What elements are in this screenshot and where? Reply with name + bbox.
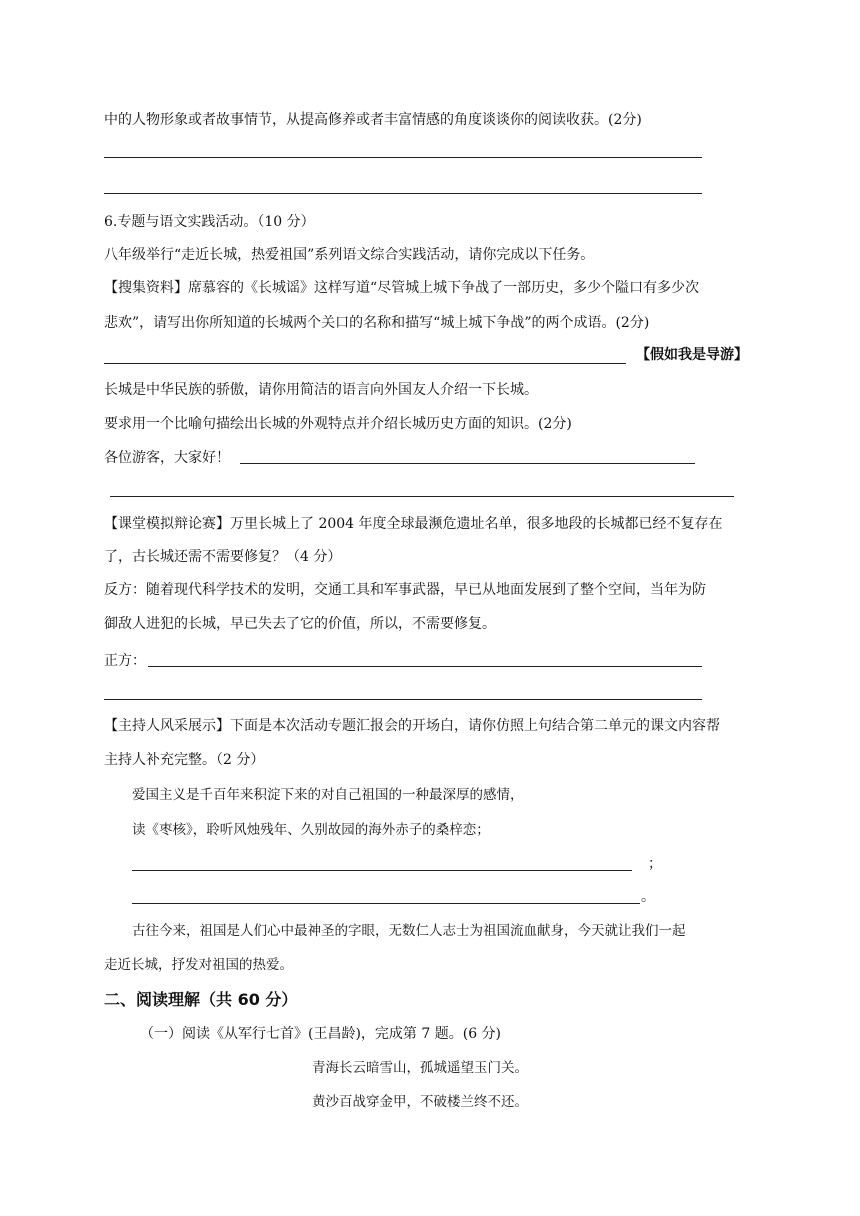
section2-heading: 二、阅读理解（共 60 分） bbox=[104, 990, 298, 1009]
con-side-line2: 御敌人进犯的长城，早已失去了它的价值，所以，不需要修复。 bbox=[104, 616, 496, 632]
debate-line2: 了，古长城还需不需要修复？（4 分） bbox=[104, 549, 342, 565]
host-text1: 爱国主义是千百年来积淀下来的对自己祖国的一种最深厚的感情， bbox=[132, 787, 524, 803]
closing-line2: 走近长城，抒发对祖国的热爱。 bbox=[104, 957, 293, 973]
host-line1: 【主持人风采展示】下面是本次活动专题汇报会的开场白，请你仿照上句结合第二单元的课文内容帮 bbox=[104, 718, 720, 734]
collect-info-line2: 悲欢”，请写出你所知道的长城两个关口的名称和描写“城上城下争战”的两个成语。(2分) bbox=[104, 315, 650, 331]
q6-intro: 八年级举行“走近长城，热爱祖国”系列语文综合实践活动，请你完成以下任务。 bbox=[104, 247, 595, 263]
guide-instruction-line2: 要求用一个比喻句描绘出长城的外观特点并介绍长城历史方面的知识。(2分) bbox=[104, 416, 572, 432]
answer-line[interactable] bbox=[240, 463, 695, 464]
debate-line1: 【课堂模拟辩论赛】万里长城上了 2004 年度全球最濒危遗址名单，很多地段的长城都已经不复存在 bbox=[104, 516, 723, 532]
collect-info-line1: 【搜集资料】席慕容的《长城谣》这样写道“尽管城上城下争战了一部历史，多少个隘口有多少次 bbox=[104, 280, 700, 296]
q5-tail-text: 中的人物形象或者故事情节，从提高修养或者丰富情感的角度谈谈你的阅读收获。(2分) bbox=[104, 112, 642, 128]
closing-line1: 古往今来，祖国是人们心中最神圣的字眼，无数仁人志士为祖国流血献身，今天就让我们一起 bbox=[132, 923, 686, 939]
section2-sub1: （一）阅读《从军行七首》(王昌龄)，完成第 7 题。(6 分) bbox=[140, 1026, 502, 1042]
answer-line[interactable] bbox=[132, 903, 640, 904]
answer-line[interactable] bbox=[110, 496, 734, 497]
answer-line[interactable] bbox=[132, 870, 632, 871]
host-line2: 主持人补充完整。（2 分） bbox=[104, 752, 265, 768]
answer-line[interactable] bbox=[104, 363, 626, 364]
pro-side-label: 正方： bbox=[104, 653, 146, 669]
con-side-line1: 反方：随着现代科学技术的发明，交通工具和军事武器，早已从地面发展到了整个空间，当年为防 bbox=[104, 582, 706, 598]
q6-title: 6.专题与语文实践活动。（10 分） bbox=[104, 214, 315, 230]
answer-line[interactable] bbox=[148, 666, 702, 667]
period-mark: 。 bbox=[641, 889, 655, 905]
semicolon-mark: ； bbox=[648, 856, 662, 872]
poem-line2: 黄沙百战穿金甲，不破楼兰终不还。 bbox=[312, 1094, 528, 1110]
answer-line[interactable] bbox=[104, 157, 702, 158]
poem-line1: 青海长云暗雪山，孤城遥望玉门关。 bbox=[312, 1060, 528, 1076]
guide-greeting: 各位游客，大家好！ bbox=[104, 450, 230, 466]
guide-instruction-line1: 长城是中华民族的骄傲，请你用简洁的语言向外国友人介绍一下长城。 bbox=[104, 382, 538, 398]
guide-task-label: 【假如我是导游】 bbox=[636, 347, 748, 363]
answer-line[interactable] bbox=[104, 193, 702, 194]
host-text2: 读《枣核》，聆听风烛残年、久别故园的海外赤子的桑梓恋； bbox=[132, 822, 490, 838]
answer-line[interactable] bbox=[104, 699, 702, 700]
